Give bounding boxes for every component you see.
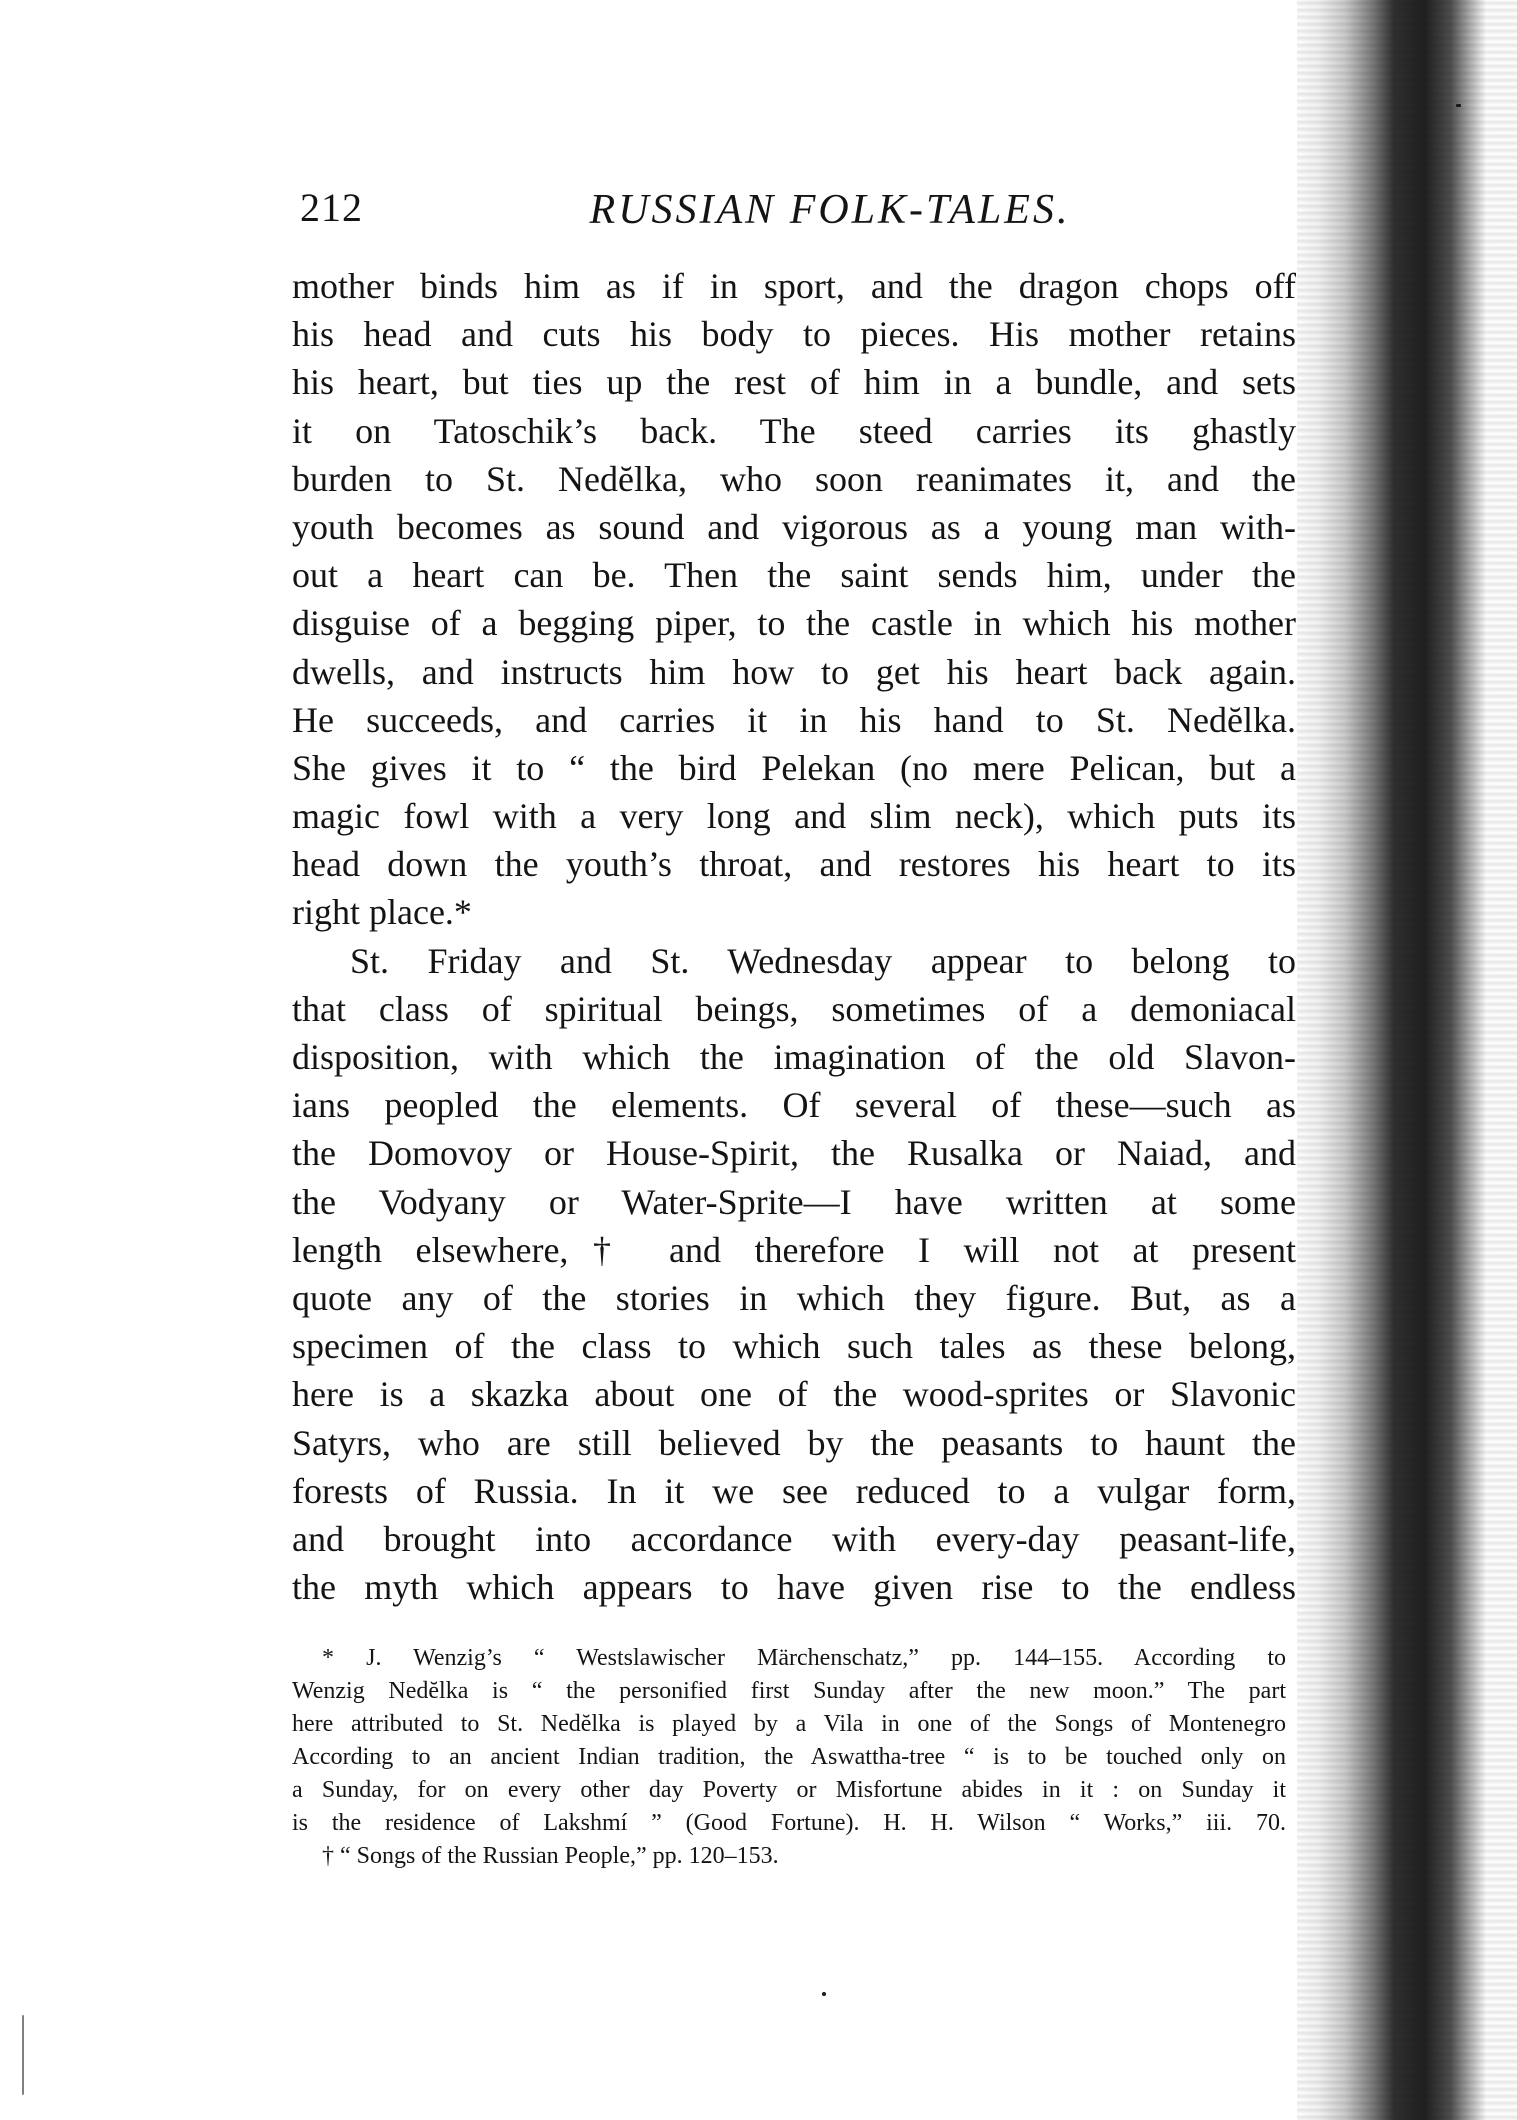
text-line: dwells, and instructs him how to get his heart back again. <box>292 651 1296 692</box>
text-line: He succeeds, and carries it in his hand to St. Nedĕlka. <box>292 699 1296 740</box>
footnote-line: is the residence of Lakshmí ” (Good Fortune). H. H. Wilson “ Works,” iii. 70. <box>292 1810 1286 1836</box>
text-line: it on Tatoschik’s back. The steed carries its ghastly <box>292 410 1296 451</box>
footnotes <box>292 1642 1286 1873</box>
text-line: his head and cuts his body to pieces. His mother retains <box>292 314 1296 355</box>
scan-dot <box>822 1992 826 1996</box>
text-line: quote any of the stories in which they figure. But, as a <box>292 1277 1296 1318</box>
running-title: RUSSIAN FOLK-TALES. <box>589 187 1071 233</box>
text-line: burden to St. Nedĕlka, who soon reanimates it, and the <box>292 458 1296 499</box>
text-line: specimen of the class to which such tales as these belong, <box>292 1326 1296 1367</box>
text-line: disposition, with which the imagination of the old Slavon- <box>292 1037 1296 1077</box>
text-line: head down the youth’s throat, and restores his heart to its <box>292 844 1296 885</box>
text-line: that class of spiritual beings, sometimes of a demoniacal <box>292 988 1296 1029</box>
text-line: magic fowl with a very long and slim neck), which puts its <box>292 796 1296 837</box>
text-line-paragraph-end: right place.* <box>292 892 472 933</box>
text-line: and brought into accordance with every-day peasant-life, <box>292 1518 1296 1559</box>
footnote-line: a Sunday, for on every other day Poverty or Misfortune abides in it : on Sunday it <box>292 1777 1286 1803</box>
text-line-paragraph-start: St. Friday and St. Wednesday appear to belong to <box>350 940 1296 981</box>
text-line: his heart, but ties up the rest of him in a bundle, and sets <box>292 362 1296 403</box>
text-line: here is a skazka about one of the wood-sprites or Slavonic <box>292 1374 1296 1415</box>
text-line: the Domovoy or House-Spirit, the Rusalka or Naiad, and <box>292 1133 1296 1174</box>
text-line: She gives it to “ the bird Pelekan (no mere Pelican, but a <box>292 747 1296 788</box>
text-line: ians peopled the elements. Of several of these—such as <box>292 1085 1296 1126</box>
text-line: forests of Russia. In it we see reduced to a vulgar form, <box>292 1470 1296 1511</box>
text-line: youth becomes as sound and vigorous as a young man with- <box>292 506 1296 547</box>
scan-speck <box>1456 104 1461 107</box>
footnote-line: here attributed to St. Nedĕlka is played by a Vila in one of the Songs of Montenegro <box>292 1711 1286 1737</box>
text-line: disguise of a begging piper, to the castle in which his mother <box>292 603 1296 644</box>
page-number: 212 <box>300 185 363 230</box>
footnote-line: * J. Wenzig’s “ Westslawischer Märchenschatz,” pp. 144–155. According to <box>322 1645 1286 1671</box>
text-line: mother binds him as if in sport, and the dragon chops off <box>292 266 1296 306</box>
page-header <box>290 178 1290 248</box>
book-gutter-shadow <box>1297 0 1517 2120</box>
footnote-line: Wenzig Nedĕlka is “ the personified first Sunday after the new moon.” The part <box>292 1678 1286 1704</box>
text-line: length elsewhere,† and therefore I will not at present <box>292 1229 1296 1270</box>
text-line: Satyrs, who are still believed by the peasants to haunt the <box>292 1422 1296 1463</box>
text-line: the myth which appears to have given rise to the endless <box>292 1567 1296 1608</box>
footnote-second: † “ Songs of the Russian People,” pp. 120–153. <box>322 1843 779 1869</box>
footnote-line: According to an ancient Indian tradition, the Aswattha-tree “ is to be touched only on <box>292 1744 1286 1770</box>
body-text <box>292 262 1296 1611</box>
text-line: the Vodyany or Water-Sprite—I have written at some <box>292 1181 1296 1222</box>
text-line: out a heart can be. Then the saint sends him, under the <box>292 555 1296 596</box>
scan-mark <box>22 2015 24 2095</box>
